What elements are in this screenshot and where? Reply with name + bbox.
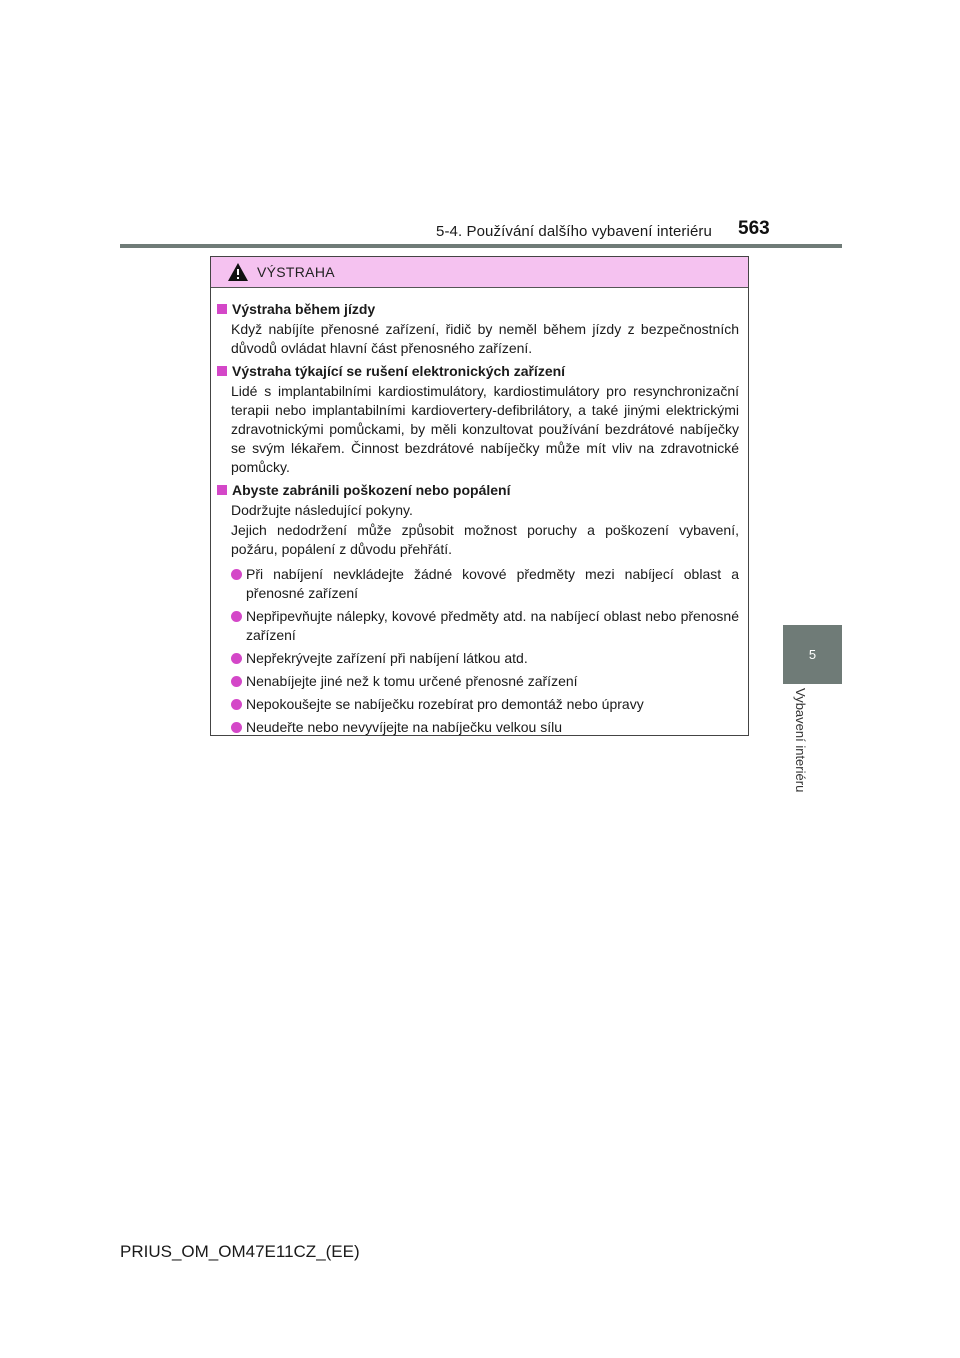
section-paragraph: Jejich nedodržení může způsobit možnost poruchy a poškození vybavení, požáru, popálení z důvodu přehřátí. <box>231 522 739 557</box>
circle-bullet-icon <box>231 722 242 733</box>
circle-bullet-icon <box>231 611 242 622</box>
square-bullet-icon <box>217 366 227 376</box>
warning-triangle-icon <box>227 262 249 282</box>
list-item: Nepřekrývejte zařízení při nabíjení látkou atd. <box>231 649 739 668</box>
chapter-tab <box>783 625 842 684</box>
warning-title: VÝSTRAHA <box>257 264 335 280</box>
warning-box <box>210 256 749 736</box>
list-item: Nepokoušejte se nabíječku rozebírat pro demontáž nebo úpravy <box>231 695 739 714</box>
section-paragraph: Když nabíjíte přenosné zařízení, řidič by neměl během jízdy z bezpečnostních důvodů ovládat hlavní část přenosného zařízení. <box>231 321 739 356</box>
warning-header <box>211 257 748 288</box>
section-paragraph: Dodržujte následující pokyny. <box>231 502 413 518</box>
square-bullet-icon <box>217 485 227 495</box>
circle-bullet-icon <box>231 699 242 710</box>
running-header: 5-4. Používání dalšího vybavení interiéru <box>436 223 712 240</box>
warning-body <box>211 288 748 737</box>
section-heading: Výstraha během jízdy <box>217 300 739 319</box>
circle-bullet-icon <box>231 569 242 580</box>
header-divider <box>120 244 842 248</box>
circle-bullet-icon <box>231 653 242 664</box>
chapter-number: 5 <box>808 647 817 662</box>
circle-bullet-icon <box>231 676 242 687</box>
list-item: Nenabíjejte jiné než k tomu určené přenosné zařízení <box>231 672 739 691</box>
list-item: Neudeřte nebo nevyvíjejte na nabíječku velkou sílu <box>231 718 739 737</box>
section-heading: Výstraha týkající se rušení elektronických zařízení <box>217 362 739 381</box>
page-number: 563 <box>738 218 770 239</box>
list-item: Nepřipevňujte nálepky, kovové předměty atd. na nabíjecí oblast nebo přenosné zařízení <box>231 607 739 645</box>
section-paragraph: Lidé s implantabilními kardiostimulátory, kardiostimulátory pro resynchronizační terapii nebo implantabilními kardiovertery-defibrilátory, a také jinými elektrickými zdravotnickými pomůckami, by měli konzultovat používání bezdrátové nabíječky se svým lékařem. Činnost bezdrátové nabíječky může mít vliv na zdravotnické pomůcky. <box>231 383 739 475</box>
list-item: Při nabíjení nevkládejte žádné kovové předměty mezi nabíjecí oblast a přenosné zařízení <box>231 565 739 603</box>
section-heading: Abyste zabránili poškození nebo popálení <box>217 481 739 500</box>
square-bullet-icon <box>217 304 227 314</box>
chapter-label: Vybavení interiéru <box>793 688 808 793</box>
document-code: PRIUS_OM_OM47E11CZ_(EE) <box>120 1242 360 1261</box>
